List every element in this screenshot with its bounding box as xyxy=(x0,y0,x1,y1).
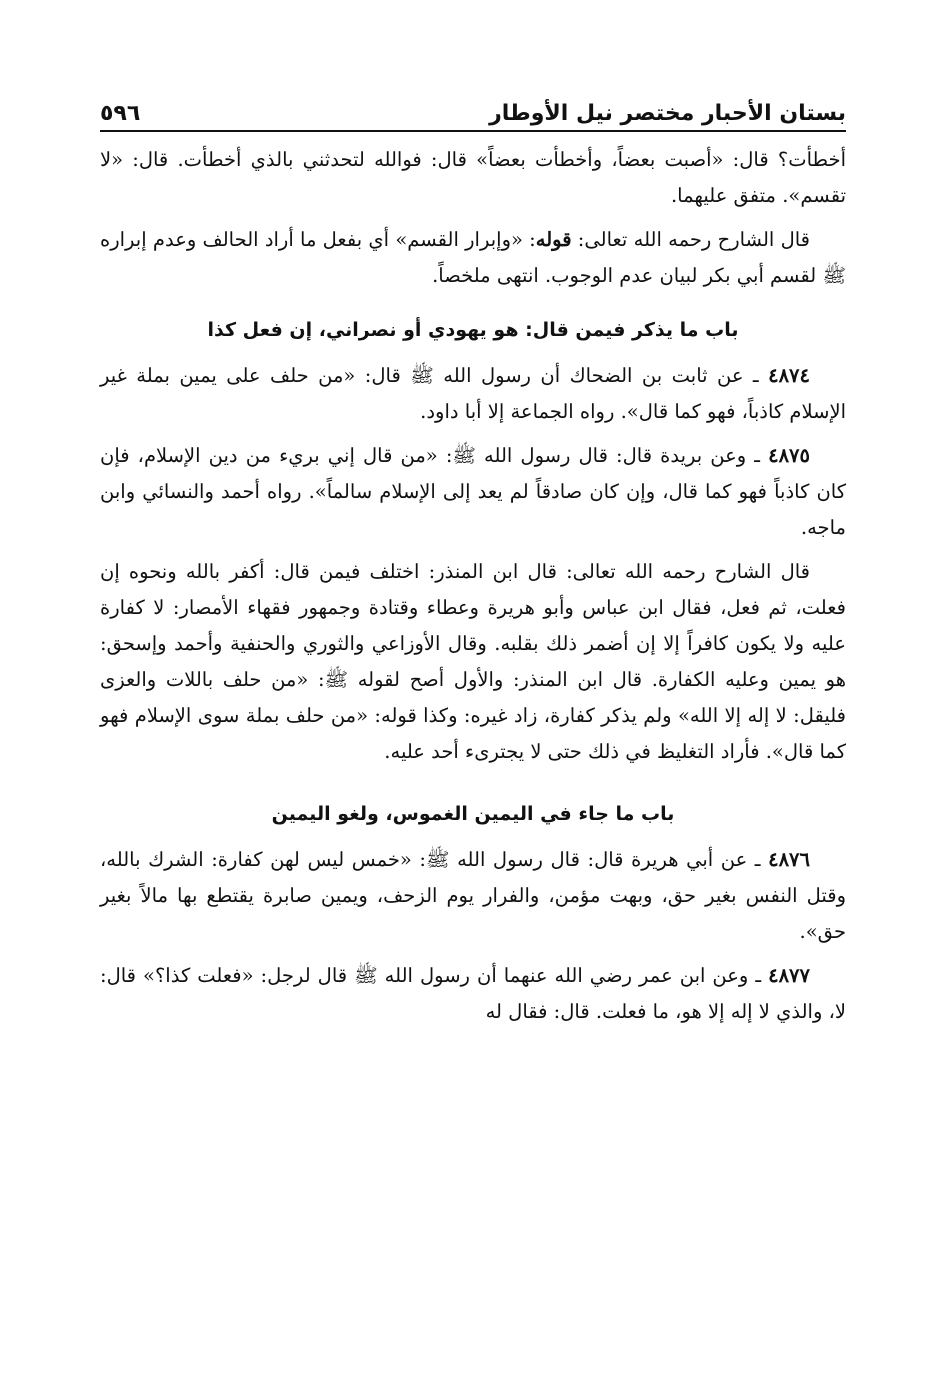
chapter-heading: باب ما يذكر فيمن قال: هو يهودي أو نصراني، إن فعل كذا xyxy=(207,319,739,341)
commentary-paragraph xyxy=(100,222,846,294)
hadith-4876 xyxy=(100,842,846,950)
hadith-number: ٤٨٧٤ xyxy=(768,364,810,387)
hadith-number: ٤٨٧٦ xyxy=(768,848,810,871)
hadith-text: ـ عن أبي هريرة قال: قال رسول الله ﷺ: «خمس ليس لهن كفارة: الشرك بالله، وقتل النفس بغير حق، وبهت مؤمن، والفرار يوم الزحف، ويمين صابرة يقتطع بها مالاً بغير حق». xyxy=(100,848,846,943)
commentary-body: : «وإبرار القسم» أي بفعل ما أراد الحالف وعدم إبراره ﷺ لقسم أبي بكر لبيان عدم الوجوب. انتهى ملخصاً. xyxy=(100,228,846,287)
paragraph-continuation: أخطأت؟ قال: «أصبت بعضاً، وأخطأت بعضاً» قال: فوالله لتحدثني بالذي أخطأت. قال: «لا تقسم». متفق عليهما. xyxy=(100,148,846,207)
book-page xyxy=(100,80,846,1030)
hadith-4877 xyxy=(100,958,846,1030)
hadith-text: ـ وعن ابن عمر رضي الله عنهما أن رسول الله ﷺ قال لرجل: «فعلت كذا؟» قال: لا، والذي لا إله إلا هو، ما فعلت. قال: فقال له xyxy=(100,964,846,1023)
hadith-text: ـ وعن بريدة قال: قال رسول الله ﷺ: «من قال إني بريء من دين الإسلام، فإن كان كاذباً فهو كما قال، وإن كان صادقاً لم يعد إلى الإسلام سالماً». رواه أحمد والنسائي وابن ماجه. xyxy=(100,444,846,539)
commentary-intro: قال الشارح رحمه الله تعالى: xyxy=(571,228,810,251)
hadith-4874 xyxy=(100,358,846,430)
hadith-4875 xyxy=(100,438,846,546)
chapter-heading: باب ما جاء في اليمين الغموس، ولغو اليمين xyxy=(271,803,675,825)
commentary-keyword: قوله xyxy=(535,228,572,251)
commentary-paragraph-long: قال الشارح رحمه الله تعالى: قال ابن المنذر: اختلف فيمن قال: أكفر بالله ونحوه إن فعلت، ثم فعل، فقال ابن عباس وأبو هريرة وعطاء وقتادة وجمهور فقهاء الأمصار: لا كفارة عليه ولا يكون كافراً إلا إن أضمر ذلك بقلبه. وقال الأوزاعي والثوري والحنفية وأحمد وإسحق: هو يمين وعليه الكفارة. قال ابن المنذر: والأول أصح لقوله ﷺ: «من حلف باللات والعزى فليقل: لا إله إلا الله» ولم يذكر كفارة، زاد غيره: وكذا قوله: «من حلف بملة سوى الإسلام فهو كما قال». فأراد التغليظ في ذلك حتى لا يجترىء أحد عليه. xyxy=(100,560,846,763)
book-title: بستان الأحبار مختصر نيل الأوطار xyxy=(489,101,846,126)
hadith-number: ٤٨٧٥ xyxy=(768,444,810,467)
running-header xyxy=(100,80,846,132)
hadith-text: ـ عن ثابت بن الضحاك أن رسول الله ﷺ قال: «من حلف على يمين بملة غير الإسلام كاذباً، فهو كما قال». رواه الجماعة إلا أبا داود. xyxy=(100,364,846,423)
page-number: ٥٩٦ xyxy=(100,101,141,126)
hadith-number: ٤٨٧٧ xyxy=(768,964,810,987)
